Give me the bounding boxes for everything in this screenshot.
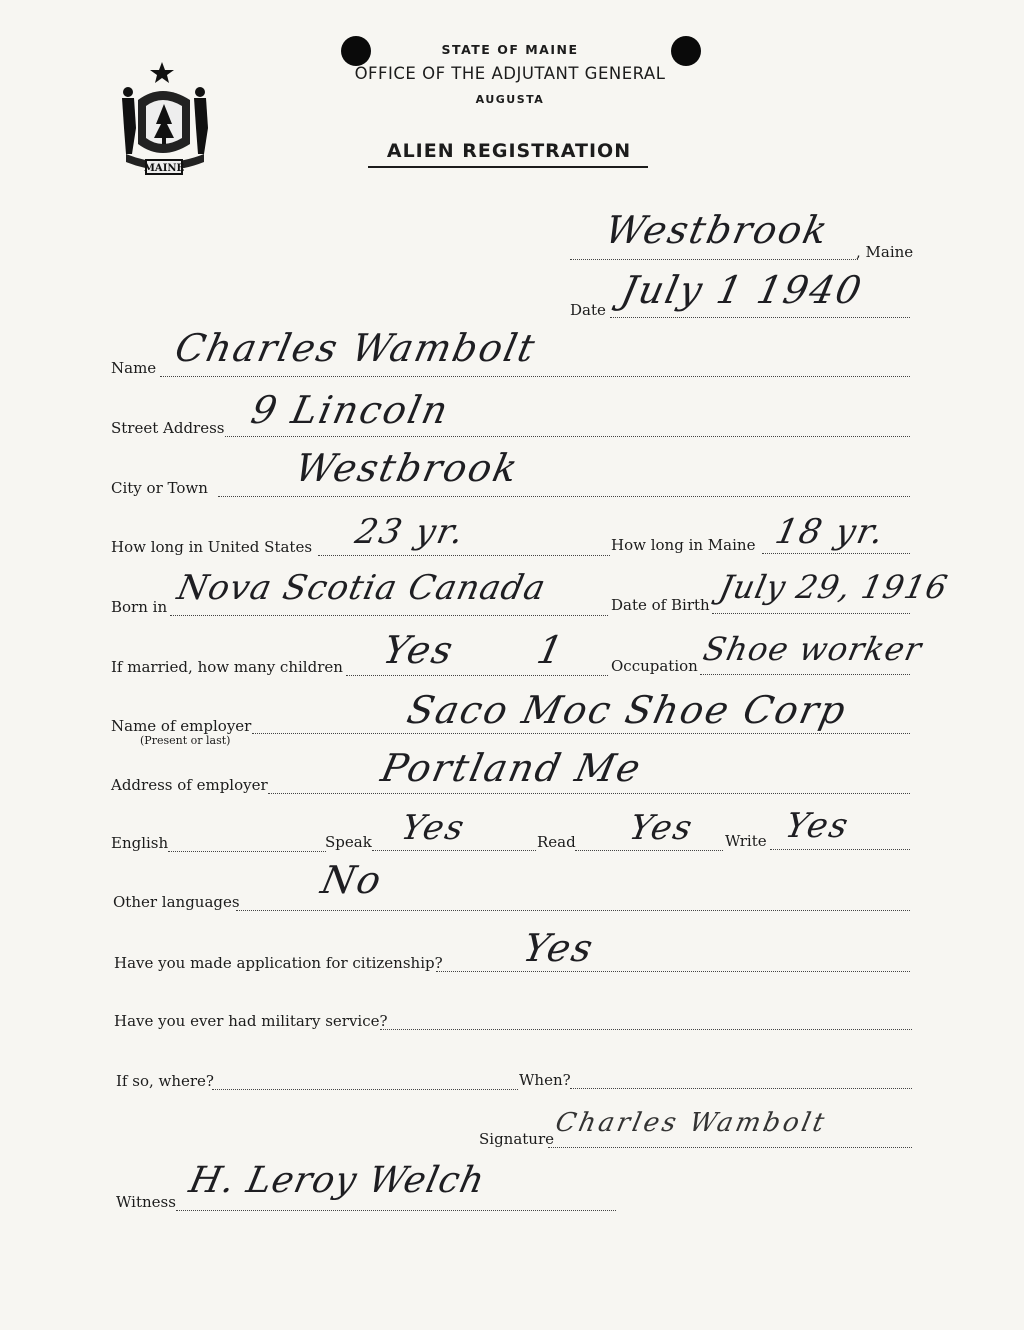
name-value[interactable]: Charles Wambolt [171, 326, 541, 370]
military-service-label: Have you ever had military service? [114, 1012, 388, 1030]
maine-label: , Maine [856, 243, 914, 261]
employer-address-label: Address of employer [111, 776, 268, 794]
write-value[interactable]: Yes [781, 806, 854, 846]
date-of-birth-label: Date of Birth [611, 596, 710, 614]
witness-label: Witness [116, 1193, 176, 1211]
speak-label: Speak [325, 833, 372, 851]
how-long-maine-value[interactable]: 18 yr. [771, 512, 889, 552]
date-value[interactable]: July 1 1940 [617, 268, 868, 312]
name-line [160, 376, 910, 377]
street-line [225, 436, 910, 437]
read-label: Read [537, 833, 576, 851]
english-label: English [111, 834, 169, 852]
employer-address-value[interactable]: Portland Me [377, 746, 647, 790]
date-of-birth-value[interactable]: July 29, 1916 [715, 568, 952, 606]
read-value[interactable]: Yes [625, 808, 698, 848]
city-town-label: City or Town [111, 479, 208, 497]
where-line [212, 1089, 518, 1090]
employer-name-line [252, 733, 910, 734]
employer-present-or-last-note: (Present or last) [140, 734, 231, 747]
seal-banner-text: MAINE [143, 163, 185, 174]
signature-label: Signature [479, 1130, 555, 1148]
town-value[interactable]: Westbrook [601, 208, 834, 252]
street-label: Street Address [111, 419, 225, 437]
date-of-birth-line [712, 613, 910, 614]
english-line [168, 851, 326, 852]
how-long-us-value[interactable]: 23 yr. [351, 512, 469, 552]
town-line [570, 259, 858, 260]
how-long-maine-line [762, 553, 910, 554]
other-languages-line [236, 910, 910, 911]
signature-line [548, 1147, 912, 1148]
street-value[interactable]: 9 Lincoln [247, 388, 454, 432]
occupation-line [700, 674, 910, 675]
city-value[interactable]: Westbrook [291, 446, 524, 490]
form-title: ALIEN REGISTRATION [386, 140, 632, 162]
when-line [570, 1088, 912, 1089]
citizenship-label: Have you made application for citizenship? [114, 954, 443, 972]
employer-address-line [268, 793, 910, 794]
date-label: Date [570, 301, 606, 319]
other-languages-value[interactable]: No [317, 858, 387, 902]
state-heading: STATE OF MAINE [441, 42, 579, 57]
military-service-line [380, 1029, 912, 1030]
born-in-label: Born in [111, 598, 168, 616]
other-languages-label: Other languages [113, 893, 240, 911]
occupation-value[interactable]: Shoe worker [699, 630, 926, 668]
name-label: Name [111, 359, 157, 377]
title-underline [368, 166, 648, 168]
married-children-label: If married, how many children [111, 658, 343, 676]
how-long-maine-label: How long in Maine [611, 536, 756, 554]
how-long-us-label: How long in United States [111, 538, 313, 556]
born-in-value[interactable]: Nova Scotia Canada [173, 568, 550, 608]
city-line [218, 496, 910, 497]
where-label: If so, where? [116, 1072, 214, 1090]
write-line [770, 849, 910, 850]
married-children-value[interactable]: Yes 1 [379, 628, 569, 672]
signature-value[interactable]: Charles Wambolt [552, 1108, 830, 1138]
speak-value[interactable]: Yes [397, 808, 470, 848]
speak-line [372, 850, 536, 851]
employer-name-label: Name of employer [111, 717, 252, 735]
employer-name-value[interactable]: Saco Moc Shoe Corp [403, 688, 852, 732]
how-long-us-line [318, 555, 610, 556]
born-in-line [170, 615, 608, 616]
read-line [575, 850, 723, 851]
witness-value[interactable]: H. Leroy Welch [185, 1160, 489, 1201]
date-line [610, 317, 910, 318]
write-label: Write [725, 832, 767, 850]
citizenship-value[interactable]: Yes [519, 926, 599, 970]
married-children-line [346, 675, 608, 676]
citizenship-line [436, 971, 910, 972]
city-heading: AUGUSTA [475, 93, 545, 106]
witness-line [176, 1210, 616, 1211]
when-label: When? [519, 1071, 571, 1089]
occupation-label: Occupation [611, 657, 698, 675]
office-heading: OFFICE OF THE ADJUTANT GENERAL [354, 64, 666, 83]
